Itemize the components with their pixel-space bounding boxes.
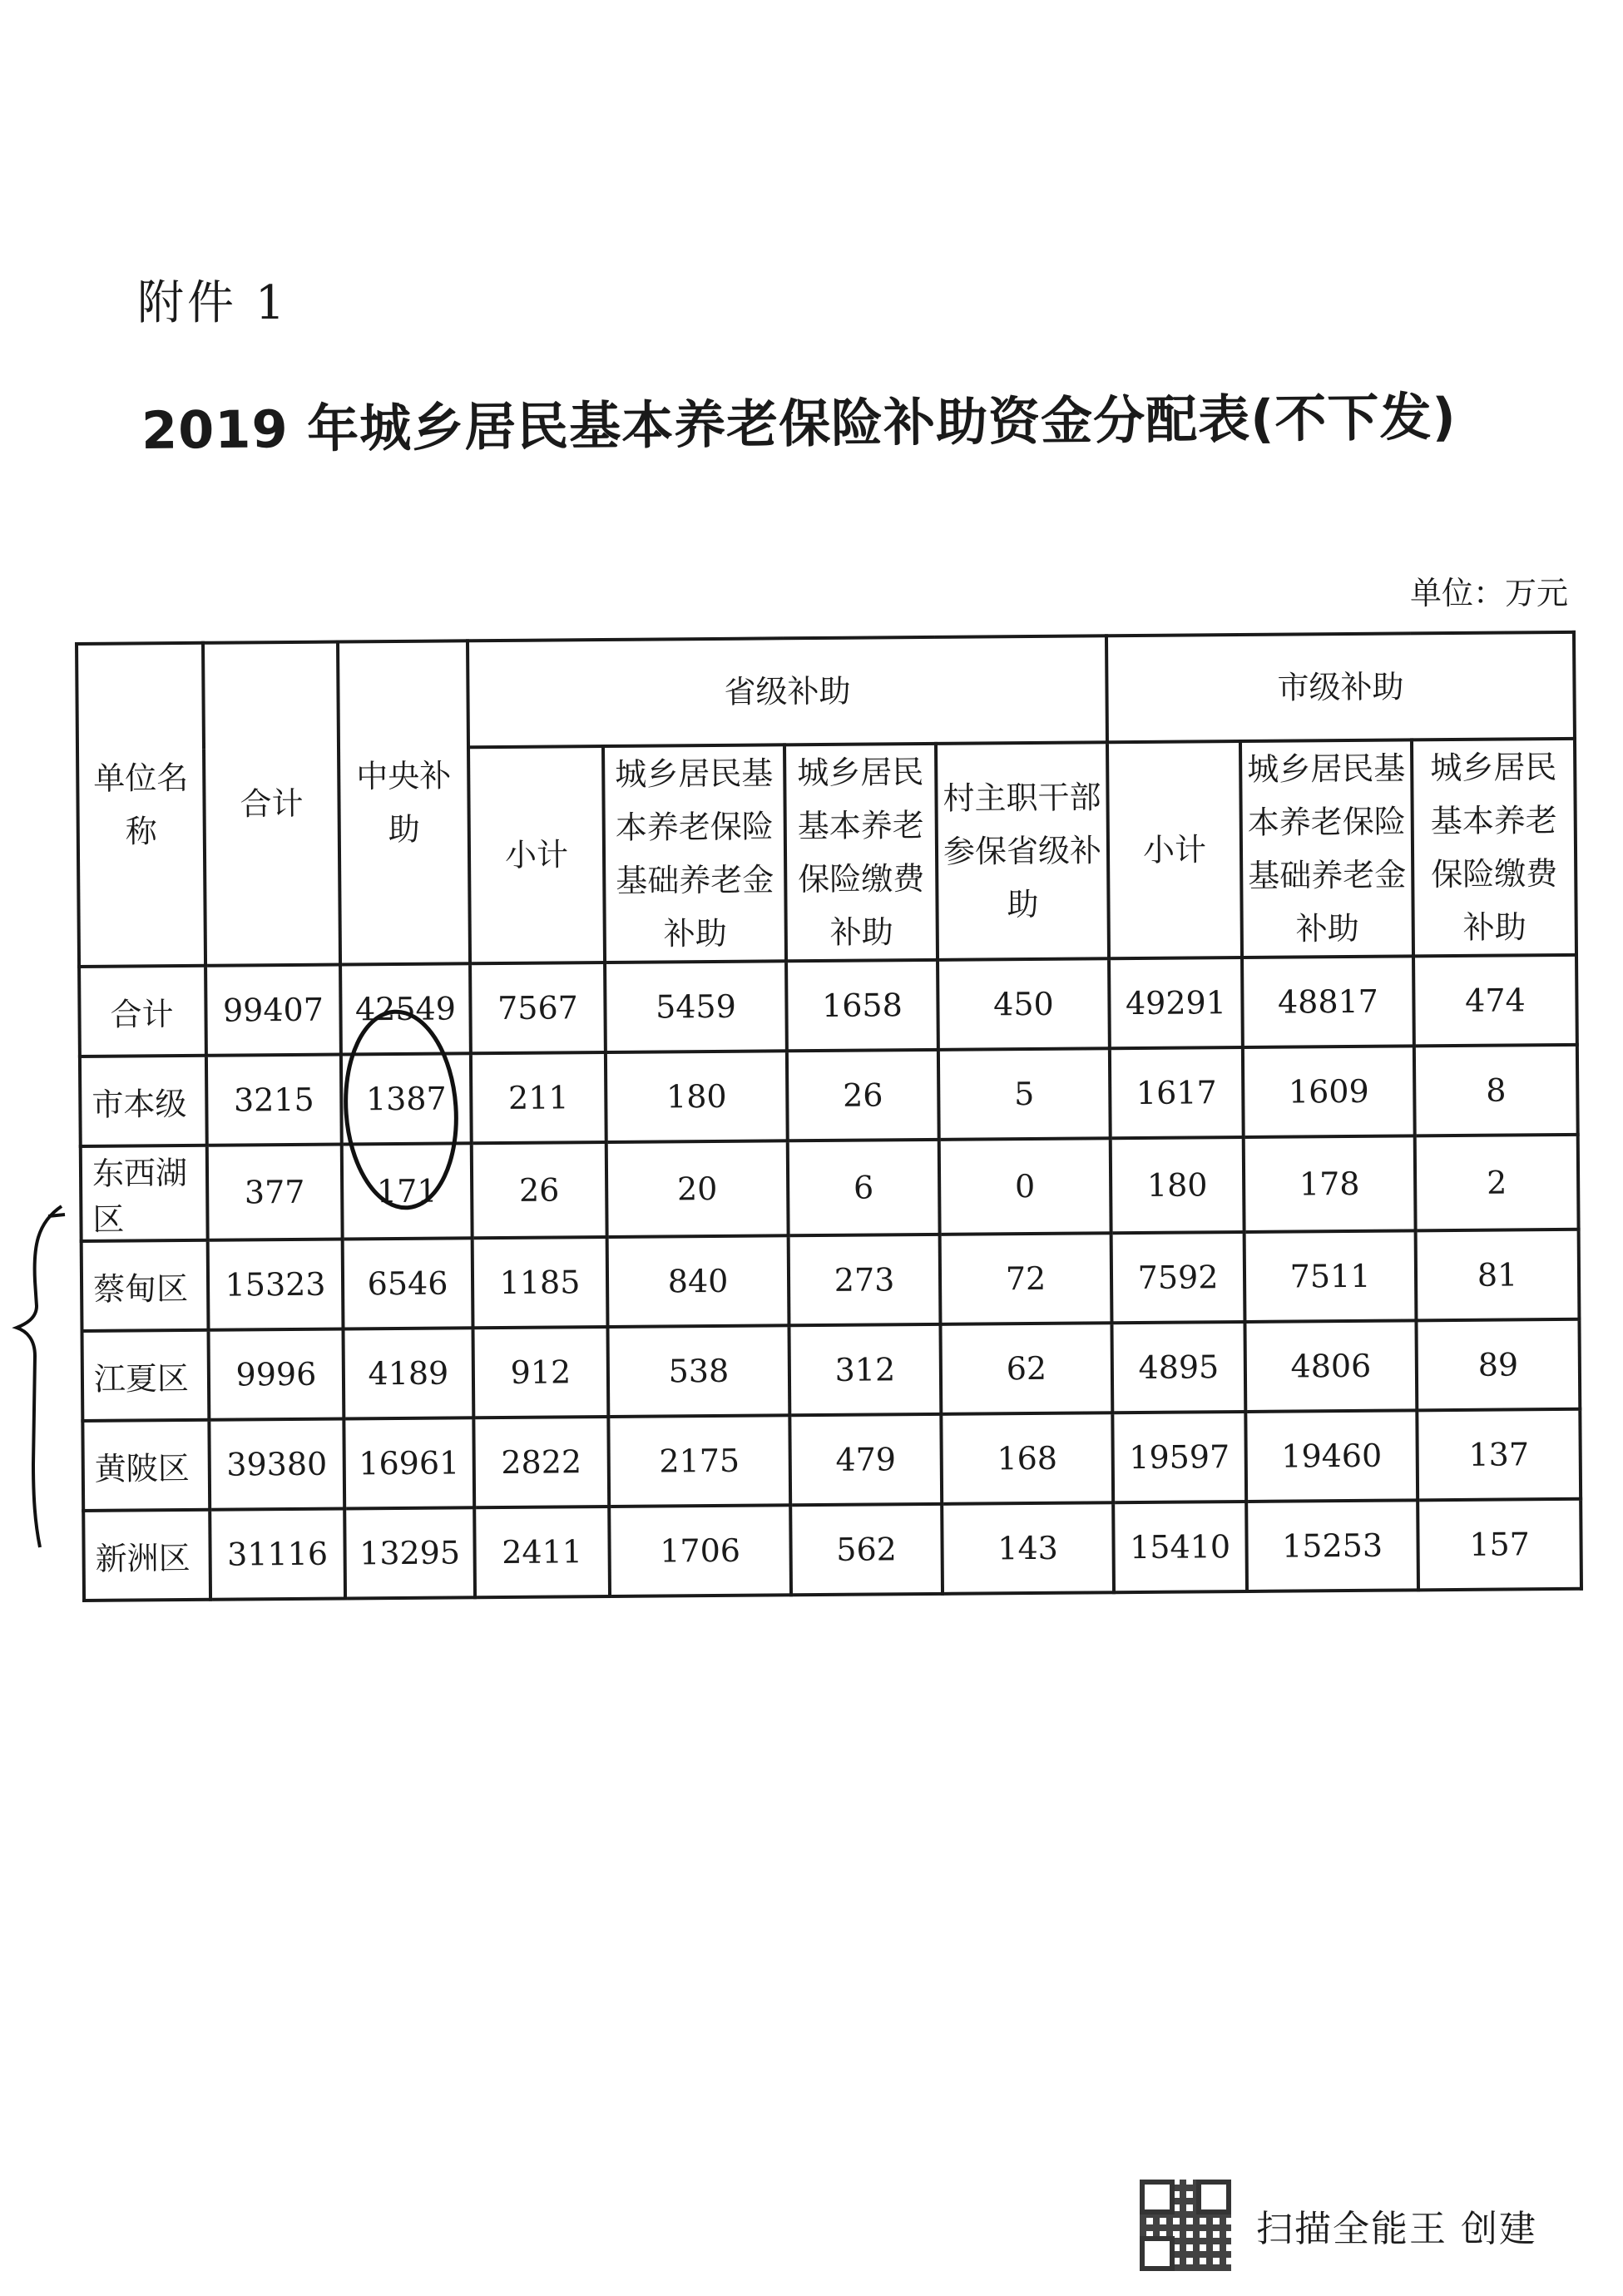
scanner-watermark xyxy=(1140,2180,1537,2271)
table-cell: 450 xyxy=(938,958,1110,1050)
table-cell: 81 xyxy=(1416,1230,1580,1321)
table-cell: 840 xyxy=(607,1235,789,1327)
table-cell: 2175 xyxy=(608,1415,790,1507)
table-cell: 168 xyxy=(941,1413,1113,1504)
table-cell: 7511 xyxy=(1244,1230,1417,1322)
table-cell: 1387 xyxy=(341,1053,472,1144)
table-cell: 49291 xyxy=(1109,957,1243,1048)
table-row xyxy=(82,1409,1581,1511)
table-cell: 143 xyxy=(942,1502,1114,1594)
row-unit-name: 合计 xyxy=(79,966,206,1056)
table-cell: 19597 xyxy=(1112,1412,1246,1502)
table-row xyxy=(82,1230,1580,1331)
header-total: 合计 xyxy=(203,642,340,966)
table-cell: 2822 xyxy=(473,1417,609,1507)
page-title: 2019 年城乡居民基本养老保险补助资金分配表(不下发) xyxy=(141,386,1457,461)
table-cell: 13295 xyxy=(344,1507,475,1598)
table-row xyxy=(82,1319,1581,1421)
table-cell: 6 xyxy=(788,1140,940,1235)
handwritten-bracket xyxy=(17,1206,62,1547)
table-body xyxy=(79,955,1581,1601)
table-cell: 1706 xyxy=(609,1505,791,1596)
table-cell: 8 xyxy=(1414,1045,1578,1136)
table-cell: 1658 xyxy=(786,960,938,1051)
table-cell: 39380 xyxy=(209,1418,344,1509)
handwritten-tick xyxy=(48,1215,65,1216)
header-prov-village-cadre: 村主职干部参保省级补助 xyxy=(936,742,1109,960)
table-cell: 7567 xyxy=(470,962,606,1053)
table-cell: 178 xyxy=(1244,1136,1416,1232)
table-cell: 89 xyxy=(1416,1319,1580,1411)
attachment-label: 附件 1 xyxy=(137,276,289,330)
table-cell: 5 xyxy=(938,1048,1111,1140)
table-cell: 9996 xyxy=(208,1329,344,1419)
table-cell: 7592 xyxy=(1111,1232,1245,1323)
table-cell: 5459 xyxy=(605,961,787,1052)
table-cell: 48817 xyxy=(1242,956,1414,1047)
row-unit-name: 黄陂区 xyxy=(82,1420,210,1511)
table-cell: 4895 xyxy=(1111,1322,1245,1413)
table-cell: 479 xyxy=(789,1414,942,1505)
table-cell: 1609 xyxy=(1243,1046,1415,1137)
table-cell: 538 xyxy=(607,1325,789,1417)
table-cell: 157 xyxy=(1418,1499,1581,1591)
header-provincial-group: 省级补助 xyxy=(468,636,1107,747)
table-cell: 15323 xyxy=(208,1239,344,1329)
table-cell: 474 xyxy=(1413,955,1577,1047)
table-cell: 4806 xyxy=(1244,1320,1417,1412)
header-city-basic-pension: 城乡居民基本养老保险基础养老金补助 xyxy=(1240,740,1413,957)
table-cell: 31116 xyxy=(210,1508,345,1599)
table-cell: 562 xyxy=(790,1504,943,1595)
header-unit-name: 单位名称 xyxy=(77,643,205,967)
table-cell: 2411 xyxy=(474,1507,610,1597)
table-cell: 211 xyxy=(471,1052,606,1143)
table-cell: 15253 xyxy=(1246,1500,1418,1591)
row-unit-name: 新洲区 xyxy=(83,1510,210,1601)
table-cell: 377 xyxy=(207,1144,343,1240)
unit-label: 单位：万元 xyxy=(1409,575,1568,611)
table-cell: 1185 xyxy=(473,1237,608,1328)
table-cell: 180 xyxy=(1111,1137,1244,1233)
table-cell: 19460 xyxy=(1245,1410,1418,1502)
row-unit-name: 市本级 xyxy=(80,1056,207,1146)
table-cell: 0 xyxy=(939,1138,1111,1235)
table-row xyxy=(83,1499,1581,1601)
row-unit-name: 蔡甸区 xyxy=(82,1240,209,1331)
allocation-table-wrapper xyxy=(75,631,1580,1602)
table-cell: 180 xyxy=(606,1051,788,1142)
table-cell: 2 xyxy=(1415,1135,1579,1231)
scanner-label: 扫描全能王 创建 xyxy=(1256,2208,1537,2250)
table-cell: 26 xyxy=(472,1142,607,1238)
table-row xyxy=(80,1045,1578,1146)
table-cell: 4189 xyxy=(343,1328,473,1418)
header-prov-premium: 城乡居民基本养老保险缴费补助 xyxy=(784,744,938,961)
header-prov-subtotal: 小计 xyxy=(468,746,605,963)
table-cell: 26 xyxy=(787,1050,939,1141)
row-unit-name: 江夏区 xyxy=(82,1330,210,1421)
table-cell: 312 xyxy=(789,1324,941,1415)
header-city-subtotal: 小计 xyxy=(1107,741,1242,958)
row-unit-name: 东西湖区 xyxy=(81,1146,208,1241)
header-city-premium: 城乡居民基本养老保险缴费补助 xyxy=(1412,739,1576,957)
table-cell: 72 xyxy=(940,1233,1112,1324)
table-cell: 15410 xyxy=(1113,1502,1247,1592)
table-cell: 1617 xyxy=(1110,1047,1244,1138)
table-cell: 6546 xyxy=(343,1238,473,1329)
table-row xyxy=(81,1135,1579,1241)
table-cell: 912 xyxy=(473,1327,608,1418)
table-cell: 171 xyxy=(342,1143,473,1239)
qr-code-icon xyxy=(1140,2180,1231,2271)
header-city-group: 市级补助 xyxy=(1106,632,1575,742)
table-cell: 20 xyxy=(606,1141,789,1237)
table-cell: 42549 xyxy=(340,963,471,1054)
table-row xyxy=(79,955,1577,1056)
table-cell: 137 xyxy=(1417,1409,1581,1501)
table-cell: 3215 xyxy=(206,1055,342,1146)
table-cell: 62 xyxy=(940,1323,1112,1414)
table-cell: 273 xyxy=(789,1235,941,1325)
header-central: 中央补助 xyxy=(338,641,470,964)
header-prov-basic-pension: 城乡居民基本养老保险基础养老金补助 xyxy=(603,745,786,962)
table-cell: 99407 xyxy=(205,965,341,1056)
allocation-table xyxy=(75,631,1583,1602)
table-cell: 16961 xyxy=(344,1418,474,1508)
